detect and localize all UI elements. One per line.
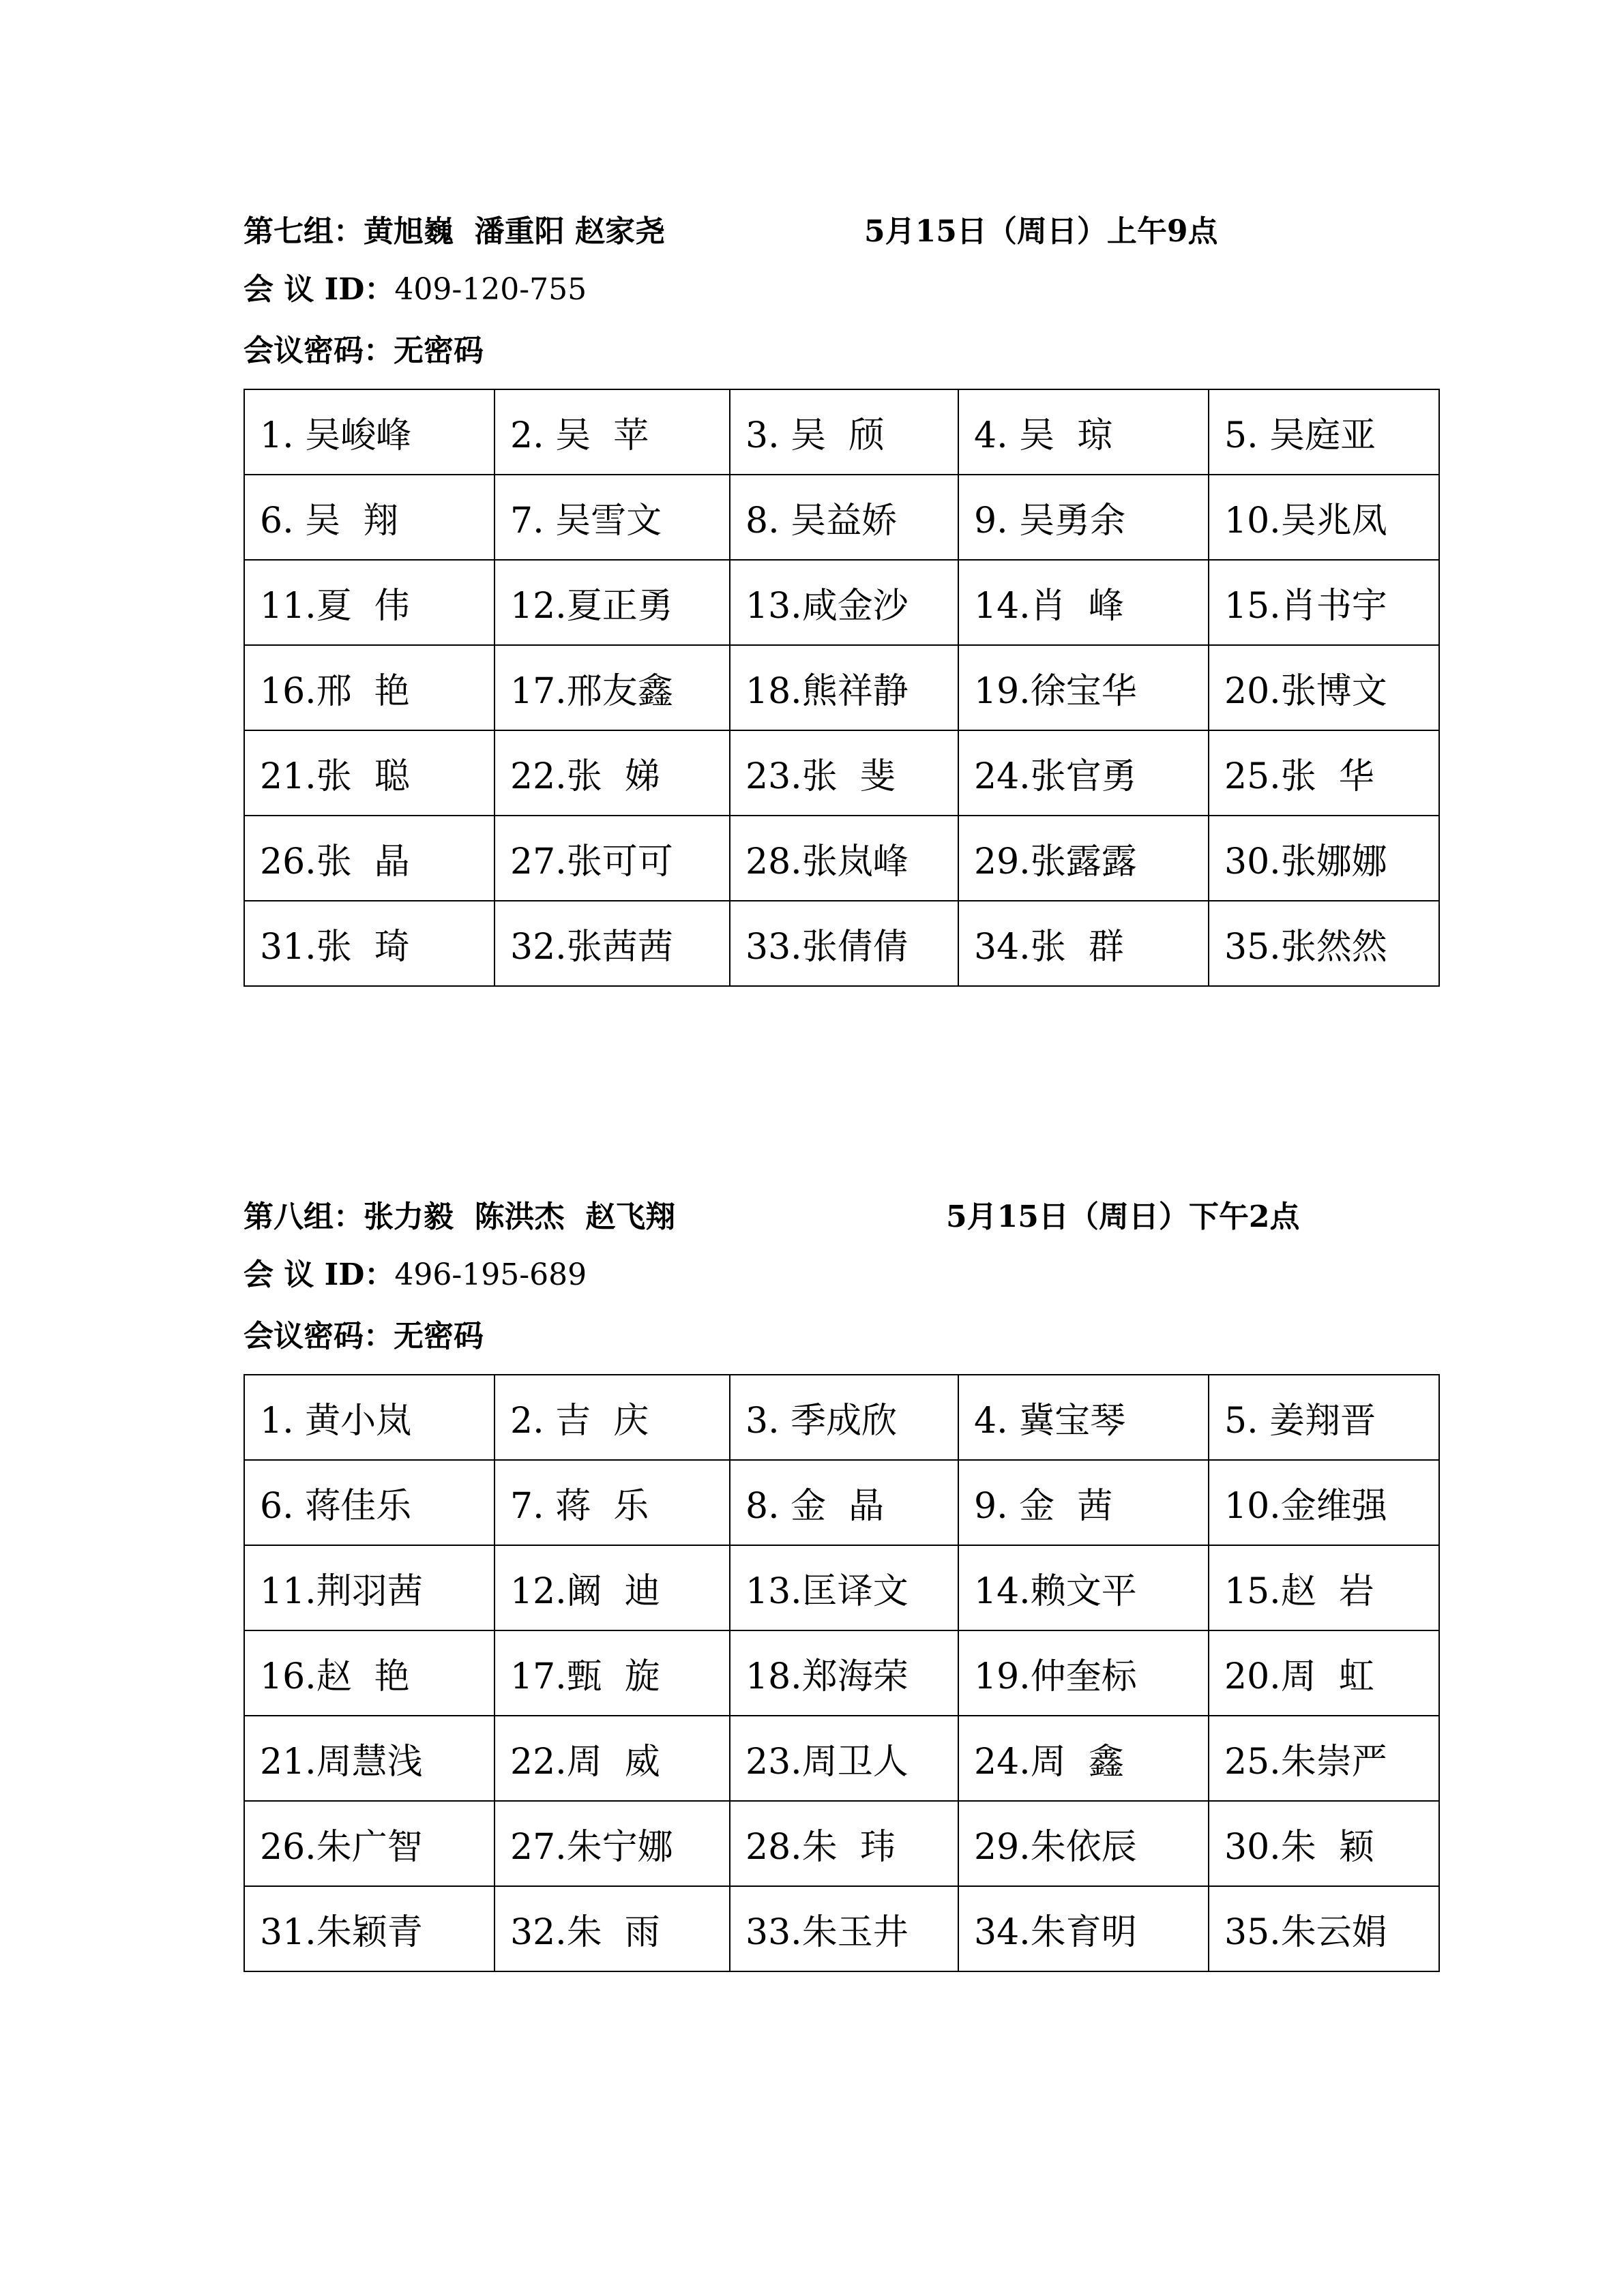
student-name-cell: 26.朱广智	[244, 1801, 494, 1886]
roster-table	[243, 389, 1440, 987]
password-value: 无密码	[394, 1319, 484, 1354]
student-name-cell: 28.张岚峰	[730, 816, 958, 901]
student-name-cell: 6. 蒋佳乐	[244, 1460, 494, 1545]
student-name-cell: 23.张 斐	[730, 730, 958, 816]
group-leaders: 张力毅 陈洪杰 赵飞翔	[364, 1199, 676, 1234]
student-name-cell: 3. 季成欣	[730, 1375, 958, 1460]
student-name-cell: 7. 吴雪文	[494, 475, 730, 560]
student-name-cell: 10.金维强	[1209, 1460, 1439, 1545]
student-name-cell: 27.张可可	[494, 816, 730, 901]
student-name-cell: 32.朱 雨	[494, 1886, 730, 1971]
student-name-cell: 32.张茜茜	[494, 901, 730, 986]
student-name-cell: 33.张倩倩	[730, 901, 958, 986]
meeting-id-label: 会 议 ID：	[243, 272, 395, 307]
table-row	[244, 560, 1439, 645]
student-name-cell: 19.徐宝华	[958, 645, 1209, 730]
student-name-cell: 24.张官勇	[958, 730, 1209, 816]
student-name-cell: 14.赖文平	[958, 1545, 1209, 1630]
student-name-cell: 11.荆羽茜	[244, 1545, 494, 1630]
student-name-cell: 31.张 琦	[244, 901, 494, 986]
student-name-cell: 30.张娜娜	[1209, 816, 1439, 901]
student-name-cell: 3. 吴 颀	[730, 389, 958, 475]
student-name-cell: 1. 吴峻峰	[244, 389, 494, 475]
table-row	[244, 730, 1439, 816]
table-row	[244, 816, 1439, 901]
table-row	[244, 645, 1439, 730]
student-name-cell: 22.周 威	[494, 1716, 730, 1801]
student-name-cell: 19.仲奎标	[958, 1630, 1209, 1716]
password-line	[243, 1306, 1437, 1367]
student-name-cell: 34.朱育明	[958, 1886, 1209, 1971]
student-name-cell: 2. 吉 庆	[494, 1375, 730, 1460]
student-name-cell: 35.朱云娟	[1209, 1886, 1439, 1971]
student-name-cell: 4. 吴 琼	[958, 389, 1209, 475]
student-name-cell: 29.张露露	[958, 816, 1209, 901]
student-name-cell: 16.赵 艳	[244, 1630, 494, 1716]
roster-body	[244, 1375, 1439, 1971]
student-name-cell: 34.张 群	[958, 901, 1209, 986]
table-row	[244, 389, 1439, 475]
student-name-cell: 20.张博文	[1209, 645, 1439, 730]
table-row	[244, 1545, 1439, 1630]
student-name-cell: 2. 吴 苹	[494, 389, 730, 475]
student-name-cell: 6. 吴 翔	[244, 475, 494, 560]
meeting-id-label: 会 议 ID：	[243, 1257, 395, 1292]
meeting-id: 496-195-689	[394, 1257, 587, 1292]
table-row	[244, 1375, 1439, 1460]
student-name-cell: 14.肖 峰	[958, 560, 1209, 645]
meeting-id-line	[243, 1244, 1437, 1306]
student-name-cell: 17.甄 旋	[494, 1630, 730, 1716]
group-header	[243, 1190, 1437, 1244]
group-section-7	[243, 205, 1437, 987]
table-row	[244, 1886, 1439, 1971]
student-name-cell: 15.肖书宇	[1209, 560, 1439, 645]
student-name-cell: 28.朱 玮	[730, 1801, 958, 1886]
student-name-cell: 33.朱玉井	[730, 1886, 958, 1971]
roster-body	[244, 389, 1439, 986]
student-name-cell: 12.夏正勇	[494, 560, 730, 645]
student-name-cell: 31.朱颖青	[244, 1886, 494, 1971]
student-name-cell: 18.郑海荣	[730, 1630, 958, 1716]
student-name-cell: 22.张 娣	[494, 730, 730, 816]
table-row	[244, 1716, 1439, 1801]
student-name-cell: 27.朱宁娜	[494, 1801, 730, 1886]
group-section-8	[243, 1190, 1437, 1972]
student-name-cell: 12.阚 迪	[494, 1545, 730, 1630]
student-name-cell: 30.朱 颖	[1209, 1801, 1439, 1886]
student-name-cell: 20.周 虹	[1209, 1630, 1439, 1716]
password-label: 会议密码：	[243, 1319, 394, 1354]
student-name-cell: 23.周卫人	[730, 1716, 958, 1801]
student-name-cell: 29.朱依辰	[958, 1801, 1209, 1886]
group-leaders: 黄旭巍 潘重阳 赵家尧	[364, 214, 665, 249]
student-name-cell: 1. 黄小岚	[244, 1375, 494, 1460]
meeting-id: 409-120-755	[394, 272, 587, 307]
student-name-cell: 21.张 聪	[244, 730, 494, 816]
roster-table	[243, 1374, 1440, 1972]
student-name-cell: 18.熊祥静	[730, 645, 958, 730]
meeting-date-time: 5月15日（周日）上午9点	[864, 214, 1218, 249]
student-name-cell: 10.吴兆凤	[1209, 475, 1439, 560]
student-name-cell: 35.张然然	[1209, 901, 1439, 986]
table-row	[244, 901, 1439, 986]
table-row	[244, 1801, 1439, 1886]
password-value: 无密码	[394, 333, 484, 368]
table-row	[244, 475, 1439, 560]
password-label: 会议密码：	[243, 333, 394, 368]
student-name-cell: 8. 金 晶	[730, 1460, 958, 1545]
student-name-cell: 25.张 华	[1209, 730, 1439, 816]
group-header	[243, 205, 1437, 259]
student-name-cell: 8. 吴益娇	[730, 475, 958, 560]
student-name-cell: 13.匡译文	[730, 1545, 958, 1630]
student-name-cell: 11.夏 伟	[244, 560, 494, 645]
student-name-cell: 5. 吴庭亚	[1209, 389, 1439, 475]
table-row	[244, 1460, 1439, 1545]
table-row	[244, 1630, 1439, 1716]
student-name-cell: 26.张 晶	[244, 816, 494, 901]
student-name-cell: 16.邢 艳	[244, 645, 494, 730]
meeting-id-line	[243, 259, 1437, 320]
student-name-cell: 9. 吴勇余	[958, 475, 1209, 560]
group-title: 第八组：	[243, 1199, 364, 1234]
student-name-cell: 24.周 鑫	[958, 1716, 1209, 1801]
student-name-cell: 13.咸金沙	[730, 560, 958, 645]
group-title: 第七组：	[243, 214, 364, 249]
student-name-cell: 21.周慧浅	[244, 1716, 494, 1801]
student-name-cell: 7. 蒋 乐	[494, 1460, 730, 1545]
student-name-cell: 5. 姜翔晋	[1209, 1375, 1439, 1460]
student-name-cell: 9. 金 茜	[958, 1460, 1209, 1545]
student-name-cell: 15.赵 岩	[1209, 1545, 1439, 1630]
password-line	[243, 320, 1437, 382]
meeting-date-time: 5月15日（周日）下午2点	[946, 1199, 1300, 1234]
student-name-cell: 17.邢友鑫	[494, 645, 730, 730]
student-name-cell: 25.朱崇严	[1209, 1716, 1439, 1801]
student-name-cell: 4. 冀宝琴	[958, 1375, 1209, 1460]
